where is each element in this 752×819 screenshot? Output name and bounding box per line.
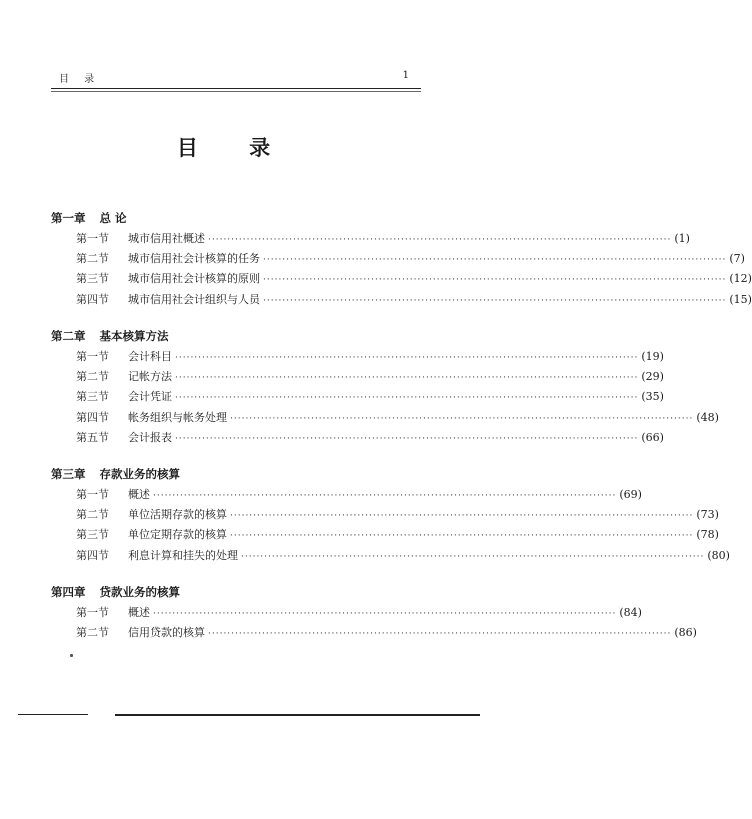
toc-entry[interactable] <box>76 547 730 565</box>
section-title: 会计凭证 <box>128 390 172 404</box>
section-page-number: (80) <box>707 548 730 562</box>
section-title: 信用贷款的核算 <box>128 626 205 640</box>
section-number: 第二节 <box>76 508 109 522</box>
toc-entry[interactable] <box>76 250 745 268</box>
dot-leader: ························································································································ <box>153 491 617 501</box>
section-title: 会计科目 <box>128 350 172 363</box>
toc-entry[interactable] <box>76 291 752 309</box>
section-page-number: (15) <box>729 292 752 306</box>
chapter-title: 存款业务的核算 <box>99 467 180 481</box>
toc-entry[interactable] <box>76 230 690 248</box>
chapter-number: 第一章 <box>51 211 86 225</box>
section-page-number: (78) <box>696 528 719 542</box>
section-page-number: (73) <box>696 508 719 522</box>
section-page-number: (19) <box>641 350 664 363</box>
dot-leader: ························································································································ <box>230 511 694 522</box>
toc-entry[interactable] <box>76 429 664 447</box>
section-page-number: (29) <box>641 370 664 384</box>
section-page-number: (69) <box>619 488 642 501</box>
toc-entry[interactable] <box>76 604 642 622</box>
toc-entry[interactable] <box>76 486 642 504</box>
dot-leader: ························································································································ <box>175 353 639 363</box>
dot-leader: ························································································································ <box>230 531 694 542</box>
section-page-number: (12) <box>729 272 752 286</box>
section-number: 第二节 <box>76 252 109 266</box>
toc-entry[interactable] <box>76 348 664 366</box>
chapter-title: 贷款业务的核算 <box>99 585 180 599</box>
toc-entry[interactable] <box>76 388 664 406</box>
section-number: 第一节 <box>76 350 109 363</box>
section-title: 城市信用社会计组织与人员 <box>128 292 260 306</box>
chapter-title: 总 论 <box>99 211 127 225</box>
section-title: 利息计算和挂失的处理 <box>128 548 238 562</box>
section-number: 第四节 <box>76 548 109 562</box>
section-title: 记帐方法 <box>128 370 172 384</box>
section-number: 第三节 <box>76 272 109 286</box>
section-title: 帐务组织与帐务处理 <box>128 410 227 424</box>
section-title: 单位定期存款的核算 <box>128 528 227 542</box>
dot-leader: ························································································································ <box>230 413 694 424</box>
dot-leader: ························································································································ <box>263 295 727 306</box>
bottom-rule-left <box>18 714 88 715</box>
section-title: 单位活期存款的核算 <box>128 508 227 522</box>
section-title: 城市信用社会计核算的原则 <box>128 272 260 286</box>
dot-leader: ························································································································ <box>153 609 617 619</box>
chapter-title: 基本核算方法 <box>99 329 169 343</box>
section-number: 第三节 <box>76 528 109 542</box>
section-title: 概述 <box>128 606 150 619</box>
section-number: 第二节 <box>76 370 109 384</box>
toc-entry[interactable] <box>76 409 719 427</box>
section-title: 会计报表 <box>128 430 172 444</box>
toc-entry[interactable] <box>76 526 719 544</box>
dot-leader: ························································································································ <box>175 393 639 404</box>
section-page-number: (35) <box>641 390 664 404</box>
section-page-number: (1) <box>674 232 690 245</box>
chapter-heading <box>51 466 180 484</box>
section-number: 第一节 <box>76 606 109 619</box>
dot-leader: ························································································································ <box>175 373 639 384</box>
chapter-number: 第二章 <box>51 329 86 343</box>
section-number: 第四节 <box>76 410 109 424</box>
section-number: 第五节 <box>76 430 109 444</box>
running-head-label: 目 录 <box>59 74 101 85</box>
dot-leader: ························································································································ <box>208 629 672 640</box>
page-number: 1 <box>402 70 409 81</box>
dot-leader: ························································································································ <box>241 551 705 562</box>
chapter-number: 第四章 <box>51 585 86 599</box>
section-number: 第一节 <box>76 232 109 245</box>
section-number: 第三节 <box>76 390 109 404</box>
bottom-rule <box>115 714 480 716</box>
section-title: 概述 <box>128 488 150 501</box>
page-title: 目 录 <box>176 136 293 160</box>
toc-entry[interactable] <box>76 270 752 288</box>
section-title: 城市信用社会计核算的任务 <box>128 252 260 266</box>
toc-entry[interactable] <box>76 506 719 524</box>
section-number: 第二节 <box>76 626 109 640</box>
chapter-heading <box>51 584 180 602</box>
dot-leader: ························································································································ <box>208 235 672 245</box>
chapter-heading <box>51 210 127 228</box>
section-page-number: (86) <box>674 626 697 640</box>
section-page-number: (48) <box>696 410 719 424</box>
section-title: 城市信用社概述 <box>128 232 205 245</box>
dot-leader: ························································································································ <box>263 275 727 286</box>
chapter-number: 第三章 <box>51 467 86 481</box>
section-number: 第一节 <box>76 488 109 501</box>
section-page-number: (84) <box>619 606 642 619</box>
toc-entry[interactable] <box>76 624 697 642</box>
print-speck <box>70 654 73 657</box>
toc-entry[interactable] <box>76 368 664 386</box>
dot-leader: ························································································································ <box>263 255 727 266</box>
dot-leader: ························································································································ <box>175 433 639 444</box>
section-page-number: (7) <box>729 252 745 266</box>
section-number: 第四节 <box>76 292 109 306</box>
chapter-heading <box>51 328 169 346</box>
section-page-number: (66) <box>641 430 664 444</box>
